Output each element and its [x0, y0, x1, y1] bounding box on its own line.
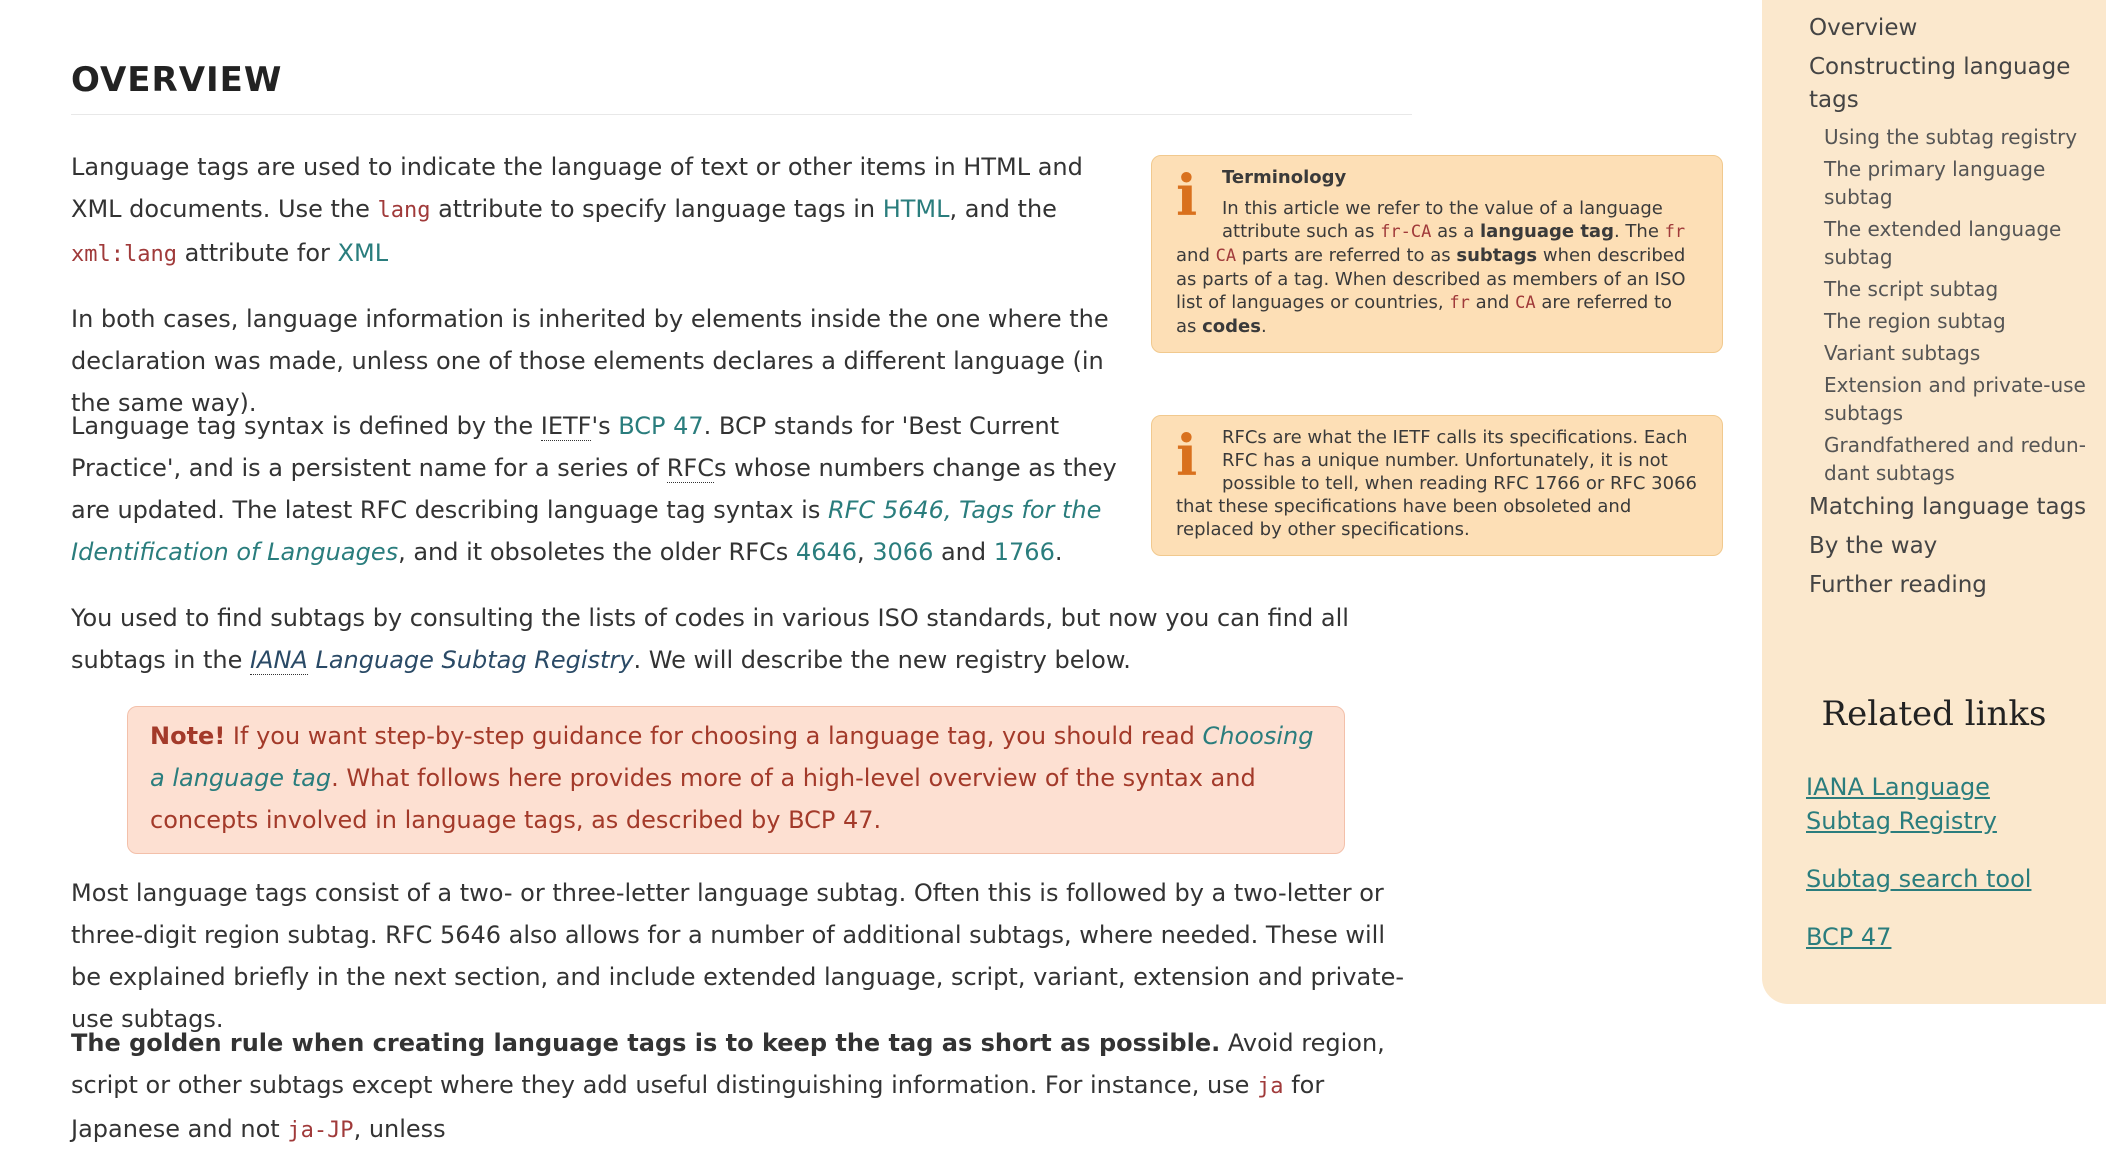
text: parts are referred to as: [1236, 245, 1457, 266]
code-ca: CA: [1215, 246, 1237, 266]
toc-item[interactable]: Further reading: [1809, 572, 1987, 598]
text: ,: [857, 538, 873, 566]
text: and: [1176, 245, 1216, 266]
toc-item[interactable]: By the way: [1809, 533, 1938, 559]
toc-item[interactable]: Variant subtags: [1824, 341, 1981, 365]
aside-terminology: [1151, 155, 1723, 353]
abbr-iana[interactable]: IANA: [249, 646, 308, 674]
text: 's: [591, 412, 619, 440]
text: attribute for: [176, 239, 338, 267]
related-link-bcp47[interactable]: BCP 47: [1806, 923, 1892, 951]
related-link-subtag-search[interactable]: Subtag search tool: [1806, 865, 2032, 893]
text: , and it obsoletes the older RFCs: [398, 538, 796, 566]
link-choosing-tag[interactable]: Choosing a language tag: [150, 722, 1314, 792]
related-link-iana-registry[interactable]: IANA Language Subtag Registry: [1806, 773, 1997, 835]
table-of-contents: [1809, 12, 2089, 608]
text: Language tags are used to indicate the language of text or other items in HTML and XML documents. Use the: [71, 153, 1083, 223]
text: . We will describe the new registry below.: [633, 646, 1131, 674]
text: .: [1054, 538, 1063, 566]
text: In this article we refer to the value of a language attribute such as: [1222, 198, 1663, 242]
term-subtags: subtags: [1456, 245, 1538, 266]
code-ja: ja: [1257, 1074, 1284, 1099]
paragraph-intro: [71, 146, 1121, 276]
code-fr: fr: [1449, 293, 1470, 313]
link-rfc5646[interactable]: RFC 5646, Tags for the Identification of Languages: [71, 496, 1102, 566]
link-subtag-registry[interactable]: Language Subtag Registry: [307, 646, 634, 674]
info-icon: i: [1176, 163, 1198, 229]
text: s whose numbers change as they are updated. The latest RFC describing language tag syntax is: [71, 454, 1117, 524]
link-rfc4646[interactable]: 4646: [795, 538, 857, 566]
info-icon: i: [1176, 423, 1198, 489]
code-ca: CA: [1515, 293, 1536, 313]
toc-item[interactable]: The region subtag: [1824, 309, 2006, 333]
aside-text: [1176, 197, 1698, 338]
code-lang: lang: [377, 198, 431, 223]
aside-rfcs: [1151, 415, 1723, 556]
toc-item[interactable]: Constructing language tags: [1809, 54, 2071, 113]
text: and: [933, 538, 994, 566]
related-links-title: Related links: [1821, 694, 2047, 734]
text: .: [1260, 316, 1267, 337]
paragraph-inheritance: In both cases, language information is inherited by elements inside the one where the declaration was made, unless one of those elements declares a different language (in the same way).: [71, 305, 1109, 417]
link-html[interactable]: HTML: [882, 195, 950, 223]
text: . What follows here provides more of a high-level overview of the syntax and concepts involved in language tags, as described by BCP 47.: [150, 764, 1256, 834]
term-language-tag: language tag: [1479, 221, 1614, 242]
section-title: OVERVIEW: [71, 60, 283, 100]
link-rfc3066[interactable]: 3066: [872, 538, 934, 566]
title-divider: [71, 114, 1412, 115]
aside-title: Terminology: [1222, 167, 1347, 188]
code-xml-lang: xml:lang: [71, 242, 177, 267]
toc-item[interactable]: The extended language subtag: [1824, 217, 2062, 269]
text: Avoid region, script or other subtags except where they add useful distinguishing information. For instance, use: [71, 1029, 1385, 1099]
toc-item[interactable]: Grandfathered and redundant subtags: [1824, 433, 2086, 485]
note-label: Note!: [150, 722, 226, 750]
text: when described as parts of a tag. When described as members of an ISO list of languages or countries,: [1176, 245, 1686, 313]
toc-item[interactable]: Matching language tags: [1809, 494, 2087, 520]
text: as a: [1431, 221, 1480, 242]
text: , and the: [949, 195, 1057, 223]
text: , unless: [353, 1115, 446, 1143]
paragraph-registry: [71, 597, 1412, 681]
abbr-ietf: IETF: [540, 412, 592, 440]
term-codes: codes: [1202, 316, 1261, 337]
code-ja-jp: ja-JP: [287, 1118, 354, 1143]
note-box: [127, 706, 1345, 854]
text: . The: [1613, 221, 1665, 242]
code-fr-ca: fr-CA: [1380, 222, 1432, 242]
paragraph-golden-rule: [71, 1022, 1412, 1152]
text: and: [1469, 292, 1516, 313]
toc-item[interactable]: Using the subtag registry: [1824, 125, 2078, 149]
paragraph-syntax: [71, 405, 1121, 573]
golden-rule: The golden rule when creating language tags is to keep the tag as short as possible.: [71, 1029, 1221, 1057]
text: If you want step-by-step guidance for choosing a language tag, you should read: [225, 722, 1203, 750]
abbr-rfc: RFC: [666, 454, 714, 482]
toc-item[interactable]: Overview: [1809, 15, 1918, 41]
toc-item[interactable]: The primary language subtag: [1824, 157, 2046, 209]
link-rfc1766[interactable]: 1766: [993, 538, 1055, 566]
text: for Japanese and not: [71, 1071, 1325, 1143]
link-xml[interactable]: XML: [337, 239, 389, 267]
link-bcp47[interactable]: BCP 47: [618, 412, 704, 440]
text: . BCP stands for 'Best Current Practice', and is a persistent name for a series of: [71, 412, 1060, 482]
paragraph-structure: Most language tags consist of a two- or three-letter language subtag. Often this is followed by a two-letter or three-digit region subtag. RFC 5646 also allows for a number of additional subtags, where needed. These will be explained briefly in the next section, and include extended language, script, variant, extension and private-use subtags.: [71, 879, 1405, 1033]
text: Language tag syntax is defined by the: [71, 412, 541, 440]
toc-item[interactable]: The script subtag: [1824, 277, 1999, 301]
toc-item[interactable]: Extension and private-use subtags: [1824, 373, 2086, 425]
sidebar: [1762, 0, 2106, 1004]
text: attribute to specify language tags in: [430, 195, 883, 223]
text: are referred to as: [1176, 292, 1673, 337]
text: You used to find subtags by consulting the lists of codes in various ISO standards, but now you can find all subtags in the: [71, 604, 1349, 674]
aside-text: RFCs are what the IETF calls its specifications. Each RFC has a unique number. Unfortunately, it is not possible to tell, when reading RFC 1766 or RFC 3066 that these specifications have been obsoleted and replaced by other specifications.: [1176, 427, 1697, 540]
code-fr: fr: [1664, 222, 1686, 242]
